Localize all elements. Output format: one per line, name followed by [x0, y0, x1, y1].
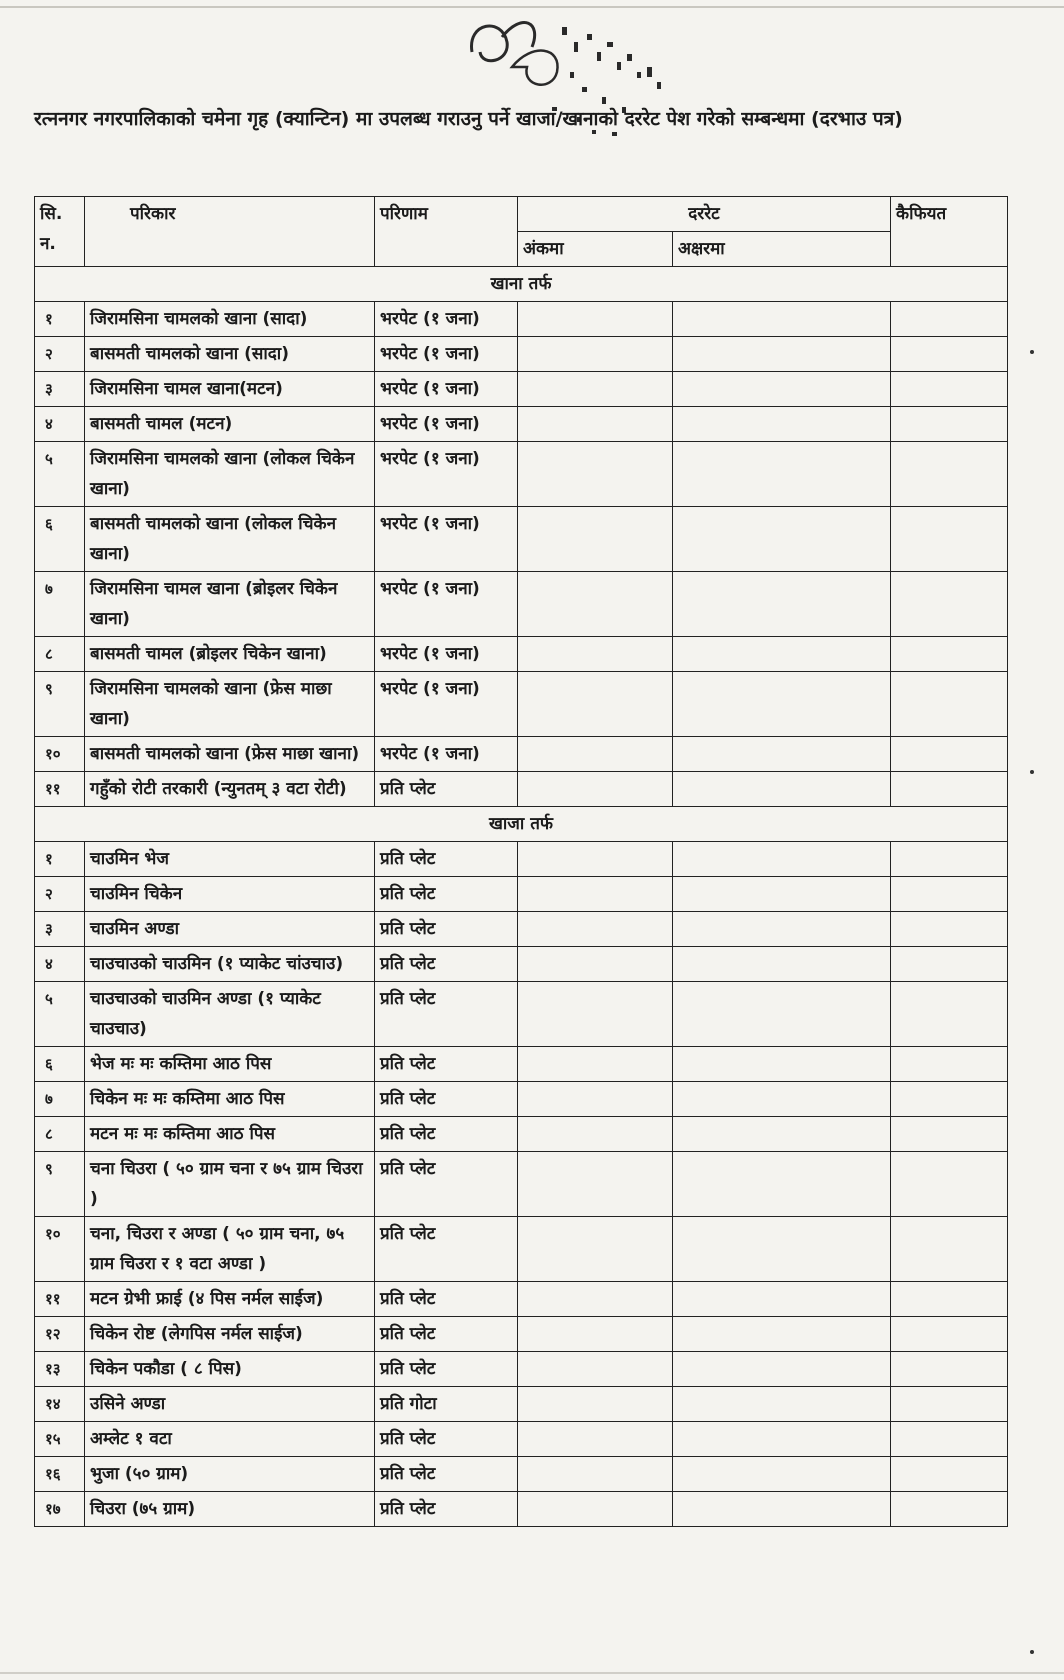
row-quantity: प्रति प्लेट — [375, 1352, 518, 1387]
row-quantity: भरपेट (१ जना) — [375, 672, 518, 737]
row-quantity: प्रति प्लेट — [375, 1422, 518, 1457]
row-rate-words — [673, 877, 891, 912]
row-quantity: भरपेट (१ जना) — [375, 572, 518, 637]
table-row — [35, 1387, 1008, 1422]
row-rate-words — [673, 302, 891, 337]
row-quantity: प्रति प्लेट — [375, 1492, 518, 1527]
row-rate-words — [673, 1422, 891, 1457]
row-sn: ५ — [35, 442, 85, 507]
row-rate-words — [673, 1082, 891, 1117]
row-rate-figures — [518, 877, 673, 912]
row-item: बासमती चामलको खाना (फ्रेस माछा खाना) — [85, 737, 375, 772]
row-quantity: भरपेट (१ जना) — [375, 507, 518, 572]
row-quantity: भरपेट (१ जना) — [375, 407, 518, 442]
table-row — [35, 407, 1008, 442]
row-sn: ९ — [35, 1152, 85, 1217]
row-sn: १३ — [35, 1352, 85, 1387]
row-rate-figures — [518, 337, 673, 372]
row-sn: २ — [35, 877, 85, 912]
bottom-edge-line — [0, 1672, 1064, 1674]
row-quantity: प्रति प्लेट — [375, 1457, 518, 1492]
row-item: चाउचाउको चाउमिन (१ प्याकेट चांउचाउ) — [85, 947, 375, 982]
row-rate-words — [673, 507, 891, 572]
row-sn: ७ — [35, 572, 85, 637]
row-remarks — [891, 637, 1008, 672]
row-sn: ५ — [35, 982, 85, 1047]
row-item: चाउचाउको चाउमिन अण्डा (१ प्याकेट चाउचाउ) — [85, 982, 375, 1047]
row-rate-figures — [518, 737, 673, 772]
row-quantity: प्रति प्लेट — [375, 877, 518, 912]
row-rate-words — [673, 1152, 891, 1217]
row-item: चना चिउरा ( ५० ग्राम चना र ७५ ग्राम चिउरा ) — [85, 1152, 375, 1217]
row-item: चाउमिन चिकेन — [85, 877, 375, 912]
row-item: जिरामसिना चामल खाना (ब्रोइलर चिकेन खाना) — [85, 572, 375, 637]
row-item: जिरामसिना चामलको खाना (सादा) — [85, 302, 375, 337]
section-title: खाजा तर्फ — [35, 807, 1008, 842]
row-sn: १० — [35, 737, 85, 772]
row-rate-words — [673, 772, 891, 807]
row-sn: ११ — [35, 772, 85, 807]
row-sn: १२ — [35, 1317, 85, 1352]
row-rate-words — [673, 407, 891, 442]
row-rate-figures — [518, 1492, 673, 1527]
row-rate-words — [673, 1117, 891, 1152]
row-quantity: प्रति प्लेट — [375, 842, 518, 877]
row-sn: ७ — [35, 1082, 85, 1117]
rate-table — [34, 196, 1008, 1527]
row-rate-figures — [518, 1217, 673, 1282]
row-remarks — [891, 1387, 1008, 1422]
row-item: जिरामसिना चामल खाना(मटन) — [85, 372, 375, 407]
row-item: चिकेन रोष्ट (लेगपिस नर्मल साईज) — [85, 1317, 375, 1352]
margin-dot — [1030, 770, 1034, 774]
table-row — [35, 1317, 1008, 1352]
row-sn: ३ — [35, 912, 85, 947]
row-quantity: भरपेट (१ जना) — [375, 302, 518, 337]
row-rate-words — [673, 1457, 891, 1492]
row-item: मटन ग्रेभी फ्राई (४ पिस नर्मल साईज) — [85, 1282, 375, 1317]
row-sn: ८ — [35, 1117, 85, 1152]
table-row — [35, 1082, 1008, 1117]
row-remarks — [891, 772, 1008, 807]
row-remarks — [891, 1082, 1008, 1117]
row-quantity: प्रति प्लेट — [375, 912, 518, 947]
document-title: रत्ननगर नगरपालिकाको चमेना गृह (क्यान्टिन) मा उपलब्ध गराउनु पर्ने खाजा/खानाको दररेट पेश गरेको सम्बन्धमा (दरभाउ पत्र) — [34, 108, 903, 130]
row-rate-words — [673, 1492, 891, 1527]
row-rate-figures — [518, 1317, 673, 1352]
row-sn: ४ — [35, 407, 85, 442]
row-sn: १० — [35, 1217, 85, 1282]
row-remarks — [891, 842, 1008, 877]
row-rate-figures — [518, 302, 673, 337]
row-quantity: भरपेट (१ जना) — [375, 442, 518, 507]
row-item: उसिने अण्डा — [85, 1387, 375, 1422]
table-row — [35, 442, 1008, 507]
table-row — [35, 672, 1008, 737]
row-rate-figures — [518, 637, 673, 672]
row-rate-figures — [518, 372, 673, 407]
row-item: चाउमिन भेज — [85, 842, 375, 877]
row-quantity: प्रति प्लेट — [375, 1317, 518, 1352]
row-quantity: प्रति प्लेट — [375, 1217, 518, 1282]
table-row — [35, 1492, 1008, 1527]
row-quantity: प्रति प्लेट — [375, 1047, 518, 1082]
row-rate-figures — [518, 982, 673, 1047]
row-remarks — [891, 302, 1008, 337]
row-item: चिकेन पकौडा ( ८ पिस) — [85, 1352, 375, 1387]
row-rate-figures — [518, 1422, 673, 1457]
row-quantity: प्रति गोटा — [375, 1387, 518, 1422]
table-row — [35, 1217, 1008, 1282]
row-rate-figures — [518, 1352, 673, 1387]
row-item: अम्लेट १ वटा — [85, 1422, 375, 1457]
row-quantity: भरपेट (१ जना) — [375, 372, 518, 407]
row-remarks — [891, 1422, 1008, 1457]
header-row — [35, 197, 1008, 232]
row-remarks — [891, 912, 1008, 947]
row-rate-figures — [518, 1047, 673, 1082]
row-quantity: भरपेट (१ जना) — [375, 637, 518, 672]
row-quantity: प्रति प्लेट — [375, 947, 518, 982]
row-item: भुजा (५० ग्राम) — [85, 1457, 375, 1492]
row-quantity: प्रति प्लेट — [375, 1117, 518, 1152]
row-quantity: प्रति प्लेट — [375, 1152, 518, 1217]
row-rate-words — [673, 572, 891, 637]
row-rate-figures — [518, 1082, 673, 1117]
table-row — [35, 1117, 1008, 1152]
row-remarks — [891, 672, 1008, 737]
table-row — [35, 737, 1008, 772]
table-row — [35, 572, 1008, 637]
row-item: जिरामसिना चामलको खाना (फ्रेस माछा खाना) — [85, 672, 375, 737]
table-row — [35, 1282, 1008, 1317]
row-quantity: प्रति प्लेट — [375, 982, 518, 1047]
row-sn: १७ — [35, 1492, 85, 1527]
row-remarks — [891, 337, 1008, 372]
row-item: जिरामसिना चामलको खाना (लोकल चिकेन खाना) — [85, 442, 375, 507]
table-row — [35, 982, 1008, 1047]
row-sn: ६ — [35, 1047, 85, 1082]
row-sn: २ — [35, 337, 85, 372]
row-sn: ३ — [35, 372, 85, 407]
row-rate-words — [673, 637, 891, 672]
row-rate-words — [673, 737, 891, 772]
table-row — [35, 337, 1008, 372]
row-rate-words — [673, 947, 891, 982]
row-rate-figures — [518, 772, 673, 807]
row-rate-figures — [518, 442, 673, 507]
row-quantity: प्रति प्लेट — [375, 772, 518, 807]
row-remarks — [891, 1117, 1008, 1152]
row-rate-words — [673, 982, 891, 1047]
row-quantity: प्रति प्लेट — [375, 1282, 518, 1317]
row-item: बासमती चामलको खाना (लोकल चिकेन खाना) — [85, 507, 375, 572]
row-sn: ८ — [35, 637, 85, 672]
row-rate-figures — [518, 912, 673, 947]
row-rate-figures — [518, 1152, 673, 1217]
row-remarks — [891, 1282, 1008, 1317]
section-title: खाना तर्फ — [35, 267, 1008, 302]
table-row — [35, 507, 1008, 572]
row-rate-words — [673, 912, 891, 947]
margin-dot — [1030, 350, 1034, 354]
header-in-words: अक्षरमा — [673, 232, 891, 267]
header-rate: दररेट — [518, 197, 891, 232]
row-rate-figures — [518, 572, 673, 637]
header-sn: सि. न. — [35, 197, 85, 267]
table-row — [35, 877, 1008, 912]
row-remarks — [891, 947, 1008, 982]
row-item: बासमती चामलको खाना (सादा) — [85, 337, 375, 372]
row-sn: ९ — [35, 672, 85, 737]
row-item: चिकेन मः मः कम्तिमा आठ पिस — [85, 1082, 375, 1117]
row-rate-words — [673, 1047, 891, 1082]
row-remarks — [891, 1217, 1008, 1282]
row-sn: ४ — [35, 947, 85, 982]
row-rate-figures — [518, 1387, 673, 1422]
row-remarks — [891, 1457, 1008, 1492]
row-remarks — [891, 1152, 1008, 1217]
row-sn: १ — [35, 302, 85, 337]
table-row — [35, 302, 1008, 337]
row-item: चना, चिउरा र अण्डा ( ५० ग्राम चना, ७५ ग्राम चिउरा र १ वटा अण्डा ) — [85, 1217, 375, 1282]
row-sn: ६ — [35, 507, 85, 572]
row-rate-words — [673, 1387, 891, 1422]
row-remarks — [891, 1317, 1008, 1352]
row-rate-words — [673, 1217, 891, 1282]
top-edge-line — [0, 6, 1064, 8]
row-remarks — [891, 982, 1008, 1047]
table-row — [35, 1047, 1008, 1082]
table-row — [35, 842, 1008, 877]
row-item: बासमती चामल (मटन) — [85, 407, 375, 442]
row-remarks — [891, 877, 1008, 912]
row-rate-words — [673, 337, 891, 372]
row-remarks — [891, 1492, 1008, 1527]
row-item: गहुँको रोटी तरकारी (न्युनतम् ३ वटा रोटी) — [85, 772, 375, 807]
row-rate-figures — [518, 1282, 673, 1317]
row-remarks — [891, 1352, 1008, 1387]
header-item: परिकार — [85, 197, 375, 267]
table-row — [35, 1422, 1008, 1457]
row-rate-figures — [518, 1117, 673, 1152]
table-row — [35, 1457, 1008, 1492]
table-row — [35, 1152, 1008, 1217]
row-item: मटन मः मः कम्तिमा आठ पिस — [85, 1117, 375, 1152]
table-row — [35, 912, 1008, 947]
table-row — [35, 637, 1008, 672]
row-rate-figures — [518, 672, 673, 737]
row-sn: १ — [35, 842, 85, 877]
row-rate-words — [673, 672, 891, 737]
row-remarks — [891, 407, 1008, 442]
row-remarks — [891, 737, 1008, 772]
row-rate-figures — [518, 407, 673, 442]
row-quantity: भरपेट (१ जना) — [375, 737, 518, 772]
row-sn: ११ — [35, 1282, 85, 1317]
row-remarks — [891, 572, 1008, 637]
row-item: भेज मः मः कम्तिमा आठ पिस — [85, 1047, 375, 1082]
row-rate-words — [673, 1317, 891, 1352]
row-remarks — [891, 442, 1008, 507]
section-row — [35, 267, 1008, 302]
row-sn: १६ — [35, 1457, 85, 1492]
header-in-figures: अंकमा — [518, 232, 673, 267]
row-rate-words — [673, 372, 891, 407]
margin-dot — [1030, 1650, 1034, 1654]
table-row — [35, 372, 1008, 407]
header-remarks: कैफियत — [891, 197, 1008, 267]
row-sn: १४ — [35, 1387, 85, 1422]
row-rate-figures — [518, 507, 673, 572]
row-rate-figures — [518, 842, 673, 877]
row-item: चिउरा (७५ ग्राम) — [85, 1492, 375, 1527]
row-remarks — [891, 1047, 1008, 1082]
row-rate-words — [673, 442, 891, 507]
table-row — [35, 947, 1008, 982]
row-quantity: प्रति प्लेट — [375, 1082, 518, 1117]
signature-stamp-icon — [462, 12, 712, 162]
row-rate-words — [673, 1352, 891, 1387]
row-item: बासमती चामल (ब्रोइलर चिकेन खाना) — [85, 637, 375, 672]
row-quantity: भरपेट (१ जना) — [375, 337, 518, 372]
header-quantity: परिणाम — [375, 197, 518, 267]
row-item: चाउमिन अण्डा — [85, 912, 375, 947]
row-rate-words — [673, 842, 891, 877]
table-row — [35, 1352, 1008, 1387]
row-rate-figures — [518, 947, 673, 982]
row-remarks — [891, 507, 1008, 572]
row-rate-figures — [518, 1457, 673, 1492]
table-row — [35, 772, 1008, 807]
row-sn: १५ — [35, 1422, 85, 1457]
row-rate-words — [673, 1282, 891, 1317]
section-row — [35, 807, 1008, 842]
row-remarks — [891, 372, 1008, 407]
